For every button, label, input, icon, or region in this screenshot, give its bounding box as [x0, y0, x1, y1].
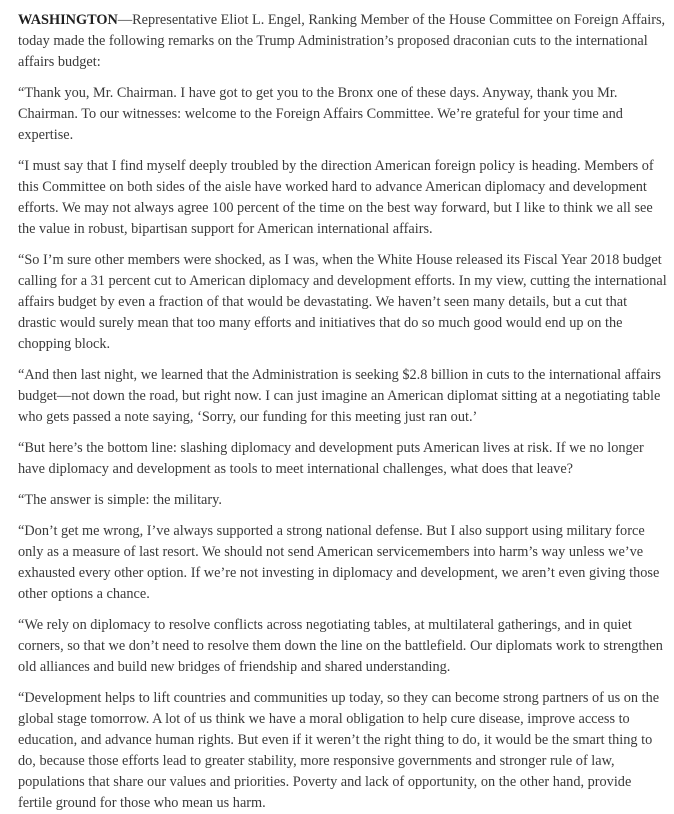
- remarks-paragraph-6: “The answer is simple: the military.: [18, 492, 222, 508]
- remarks-paragraph-4: “And then last night, we learned that the Administration is seeking $2.8 billion in cuts to the international affairs budget—not down the road, but right now. I can just imagine an American diplomat sitting at a negotiating table who gets passed a note saying, ‘Sorry, our funding for this meeting just ran out.’: [18, 367, 661, 425]
- dateline: WASHINGTON: [18, 12, 118, 28]
- remarks-paragraph-3: “So I’m sure other members were shocked, as I was, when the White House released its Fiscal Year 2018 budget calling for a 31 percent cut to American diplomacy and development efforts. In my view, cutting the international affairs budget by even a fraction of that would be devastating. We haven’t seen many details, but a cut that drastic would surely mean that too many efforts and initiatives that do so much good would end up on the chopping block.: [18, 252, 667, 352]
- lead-paragraph: [18, 10, 668, 73]
- lead-text: —Representative Eliot L. Engel, Ranking Member of the House Committee on Foreign Affairs, today made the following remarks on the Trump Administration’s proposed draconian cuts to the international affairs budget:: [18, 12, 666, 70]
- remarks-paragraph-5: “But here’s the bottom line: slashing diplomacy and development puts American lives at risk. If we no longer have diplomacy and development as tools to meet international challenges, what does that leave?: [18, 440, 644, 477]
- remarks-paragraph-7: “Don’t get me wrong, I’ve always supported a strong national defense. But I also support using military force only as a measure of last resort. We should not send American servicemembers into harm’s way unless we’ve exhausted every other option. If we’re not investing in diplomacy and development, we aren’t even giving those other options a chance.: [18, 523, 660, 602]
- remarks-paragraph-9: “Development helps to lift countries and communities up today, so they can become strong partners of us on the global stage tomorrow. A lot of us think we have a moral obligation to help cure disease, improve access to education, and advance human rights. But even if it weren’t the right thing to do, it would be the smart thing to do, because those efforts lead to greater stability, more responsive governments and stronger rule of law, populations that share our values and priorities. Poverty and lack of opportunity, on the other hand, provide fertile ground for those who mean us harm.: [18, 690, 660, 811]
- remarks-paragraph-1: “Thank you, Mr. Chairman. I have got to get you to the Bronx one of these days. Anyway, thank you Mr. Chairman. To our witnesses: welcome to the Foreign Affairs Committee. We’re grateful for your time and expertise.: [18, 85, 623, 143]
- remarks-paragraph-8: “We rely on diplomacy to resolve conflicts across negotiating tables, at multilateral gatherings, and in quiet corners, so that we don’t need to resolve them down the line on the battlefield. Our diplomats work to strengthen old alliances and build new bridges of friendship and shared understanding.: [18, 617, 663, 675]
- remarks-paragraph-2: “I must say that I find myself deeply troubled by the direction American foreign policy is heading. Members of this Committee on both sides of the aisle have worked hard to advance American diplomacy and development efforts. We may not always agree 100 percent of the time on the best way forward, but I like to think we all see the value in robust, bipartisan support for American international affairs.: [18, 158, 654, 237]
